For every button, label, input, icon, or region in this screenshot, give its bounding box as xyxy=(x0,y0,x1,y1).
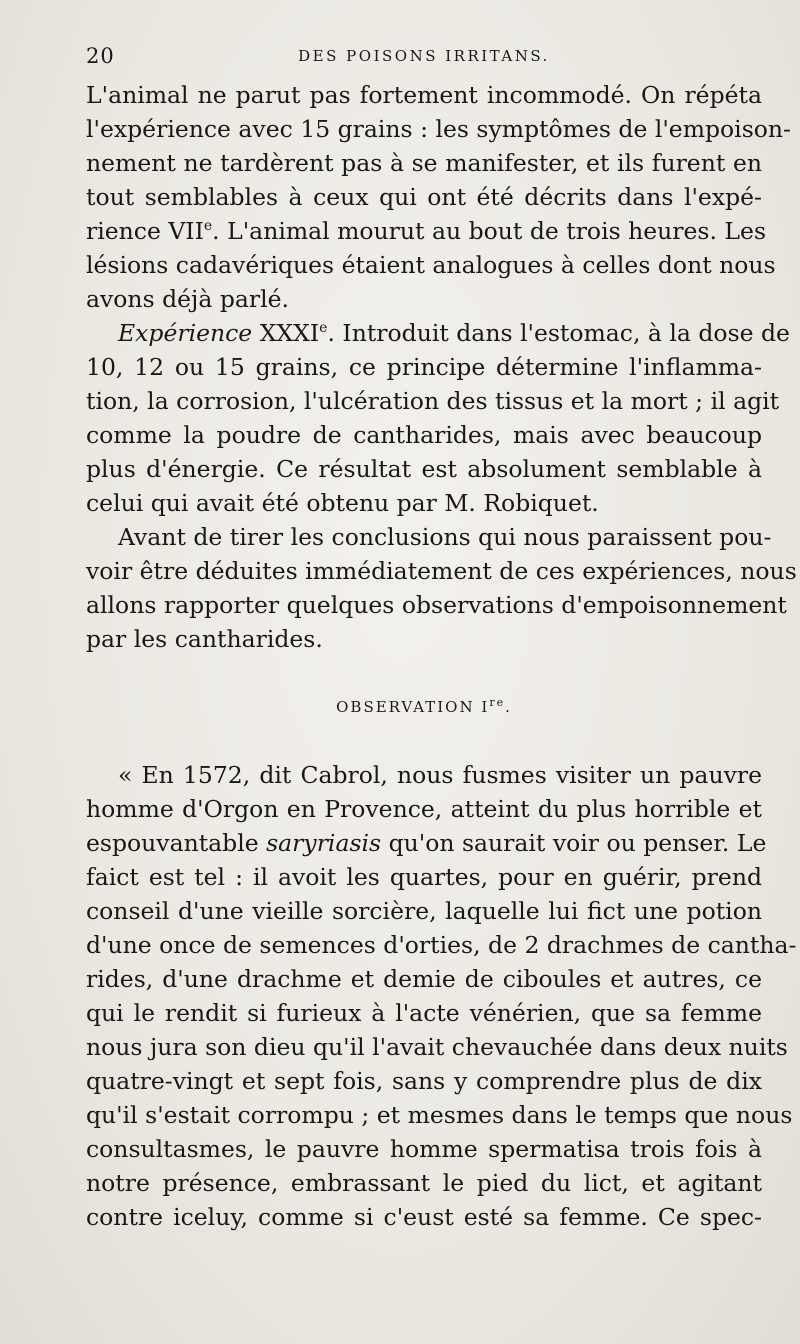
text-line: celui qui avait été obtenu par M. Robiquet. xyxy=(86,489,599,517)
spacer xyxy=(86,724,762,758)
text-fragment: espouvantable xyxy=(86,829,267,857)
page-body xyxy=(86,78,797,1234)
text-line: nous jura son dieu qu'il l'avait chevauchée dans deux nuits xyxy=(86,1033,788,1061)
text-line: voir être déduites immédiatement de ces expériences, nous xyxy=(86,557,797,585)
text-line: 10, 12 ou 15 grains, ce principe détermine l'inflamma- xyxy=(86,353,762,381)
text-line: faict est tel : il avoit les quartes, pour en guérir, prend xyxy=(86,863,762,891)
text-fragment: rience VII xyxy=(86,217,204,245)
text-line: tout semblables à ceux qui ont été décrits dans l'expé- xyxy=(86,183,762,211)
text-line xyxy=(86,826,767,860)
ordinal-suffix: e xyxy=(203,218,213,235)
text-line: qui le rendit si furieux à l'acte vénérien, que sa femme xyxy=(86,999,762,1027)
experiment-label: Expérience xyxy=(118,319,253,347)
text-line xyxy=(86,214,767,248)
ordinal-suffix: re xyxy=(489,696,506,709)
text-line: l'expérience avec 15 grains : les symptômes de l'empoison- xyxy=(86,115,791,143)
running-title: DES POISONS IRRITANS. xyxy=(298,47,550,65)
text-line: d'une once de semences d'orties, de 2 drachmes de cantha- xyxy=(86,931,797,959)
text-line: notre présence, embrassant le pied du lict, et agitant xyxy=(86,1169,762,1197)
page-number: 20 xyxy=(86,44,115,68)
text-line: L'animal ne parut pas fortement incommodé. On répéta xyxy=(86,81,762,109)
spacer xyxy=(86,656,762,690)
text-line: allons rapporter quelques observations d'empoisonnement xyxy=(86,591,787,619)
text-line: tion, la corrosion, l'ulcération des tissus et la mort ; il agit xyxy=(86,387,780,415)
text-line: Avant de tirer les conclusions qui nous paraissent pou- xyxy=(118,523,772,551)
text-line xyxy=(86,316,790,350)
experiment-numeral: XXXI xyxy=(252,319,320,347)
text-line: lésions cadavériques étaient analogues à celles dont nous xyxy=(86,251,776,279)
text-line: rides, d'une drachme et demie de ciboules et autres, ce xyxy=(86,965,762,993)
text-fragment: . L'animal mourut au bout de trois heures. Les xyxy=(212,217,767,245)
text-line: plus d'énergie. Ce résultat est absolument semblable à xyxy=(86,455,762,483)
ordinal-suffix: e xyxy=(319,320,328,337)
text-line: contre iceluy, comme si c'eust esté sa femme. Ce spec- xyxy=(86,1203,762,1231)
italic-term: saryriasis xyxy=(266,829,382,857)
text-line: par les cantharides. xyxy=(86,625,323,653)
text-line: homme d'Orgon en Provence, atteint du plus horrible et xyxy=(86,795,762,823)
text-line: quatre-vingt et sept fois, sans y comprendre plus de dix xyxy=(86,1067,762,1095)
observation-heading xyxy=(86,690,762,724)
heading-period: . xyxy=(505,698,512,716)
text-line: comme la poudre de cantharides, mais avec beaucoup xyxy=(86,421,762,449)
text-fragment: . Introduit dans l'estomac, à la dose de xyxy=(327,319,790,347)
observation-label: OBSERVATION I xyxy=(336,698,490,716)
text-line: conseil d'une vieille sorcière, laquelle lui fict une potion xyxy=(86,897,762,925)
text-line: nement ne tardèrent pas à se manifester, et ils furent en xyxy=(86,149,762,177)
text-line: « En 1572, dit Cabrol, nous fusmes visiter un pauvre xyxy=(118,761,762,789)
running-head xyxy=(86,44,762,72)
text-fragment: qu'on saurait voir ou penser. Le xyxy=(381,829,767,857)
text-line: avons déjà parlé. xyxy=(86,285,289,313)
text-line: consultasmes, le pauvre homme spermatisa trois fois à xyxy=(86,1135,762,1163)
text-line: qu'il s'estait corrompu ; et mesmes dans le temps que nous xyxy=(86,1101,793,1129)
